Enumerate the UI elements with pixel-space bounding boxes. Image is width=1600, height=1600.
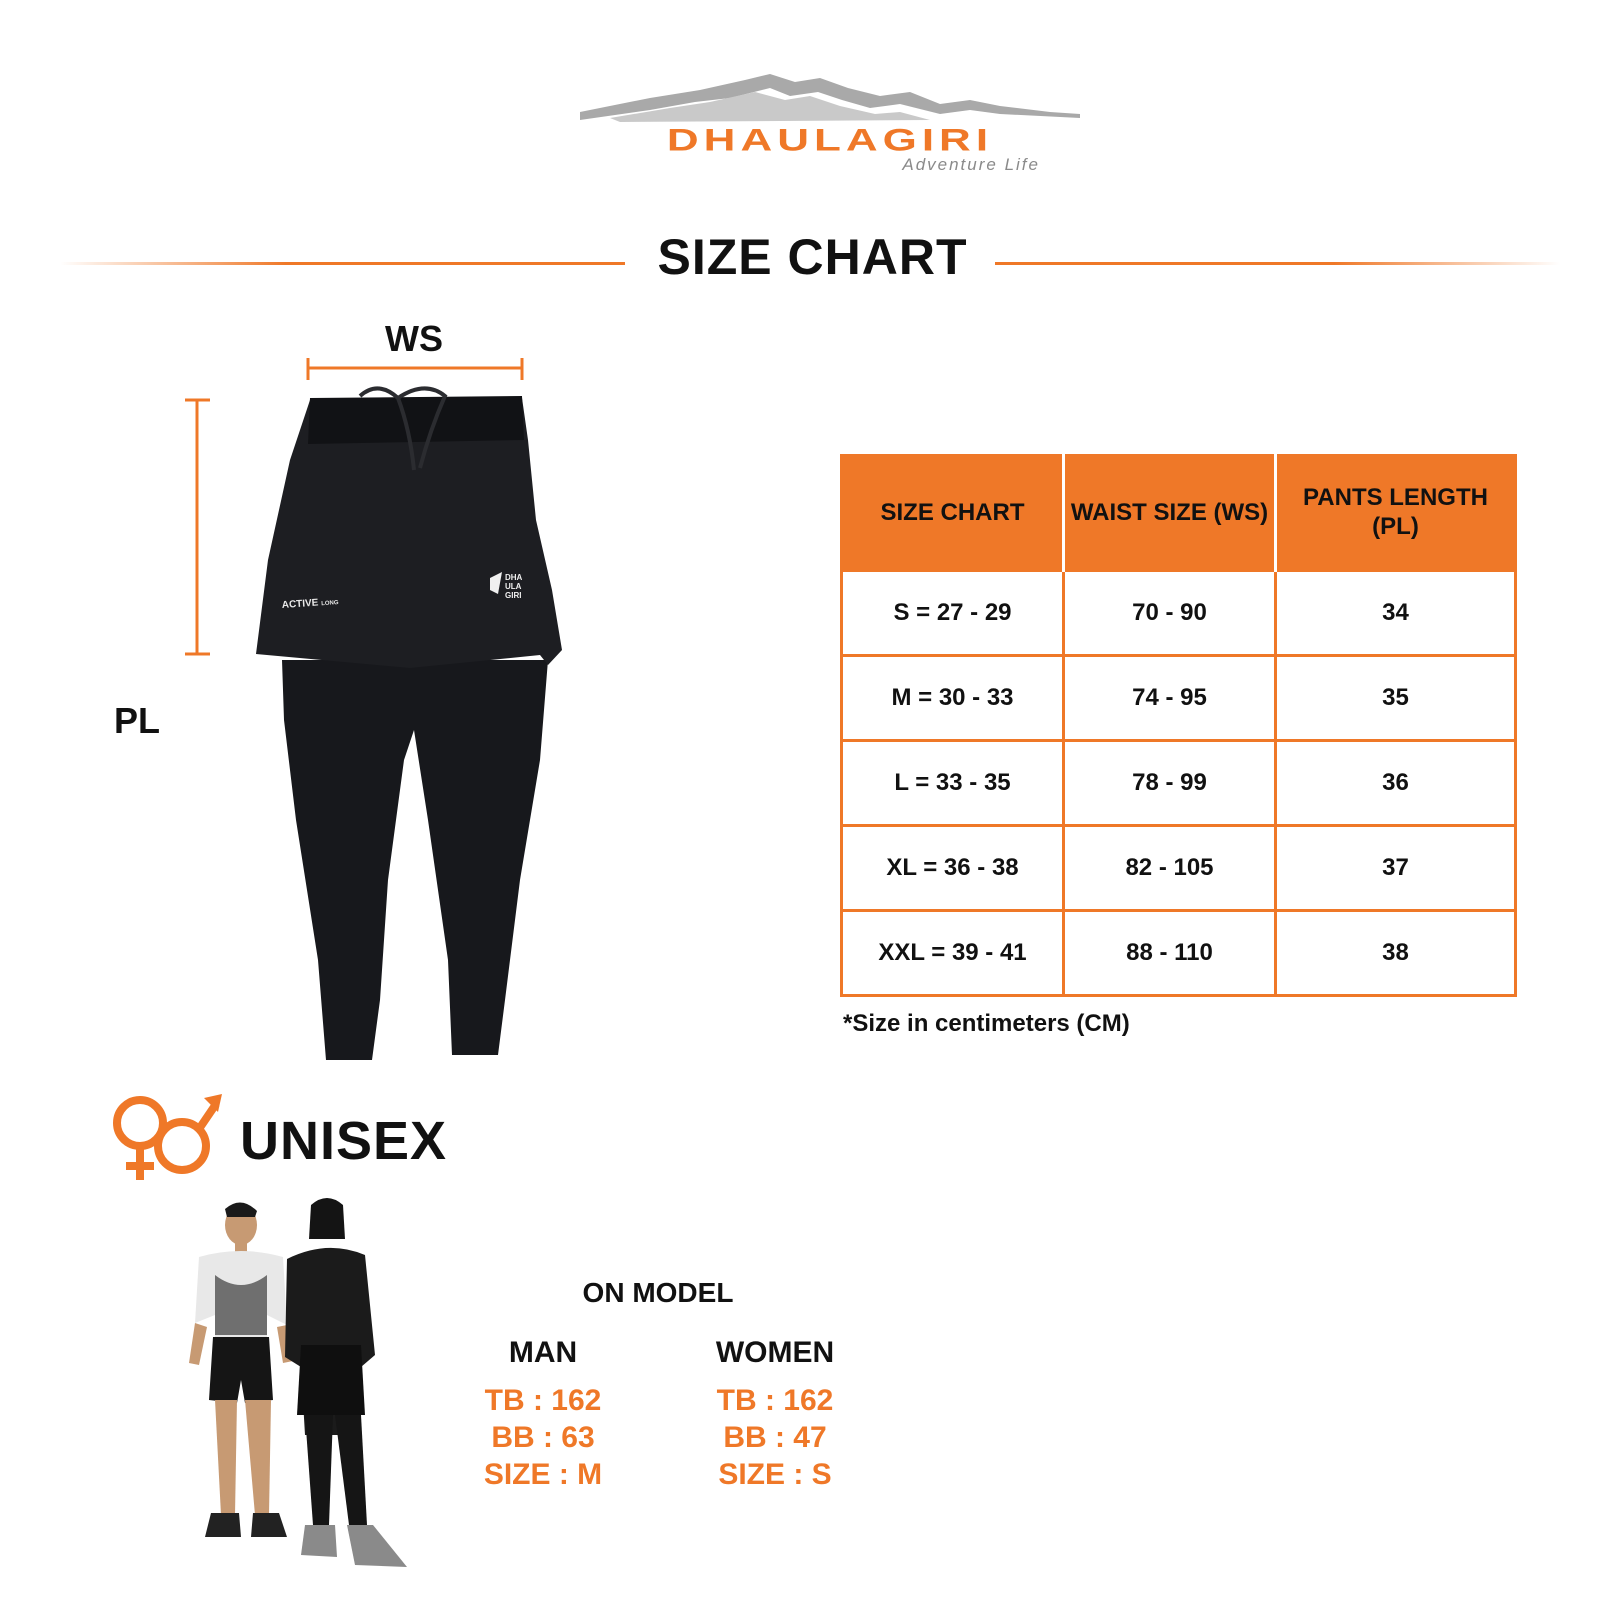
cell-size: S = 27 - 29 — [842, 571, 1064, 656]
man-weight: BB : 63 — [491, 1421, 595, 1454]
cell-length: 35 — [1276, 656, 1516, 741]
women-model-info — [655, 1336, 895, 1493]
women-size: SIZE : S — [718, 1458, 832, 1491]
cell-waist: 88 - 110 — [1064, 911, 1276, 996]
cell-length: 34 — [1276, 571, 1516, 656]
shorts-print-active: ACTIVE — [281, 597, 319, 611]
cell-length: 36 — [1276, 741, 1516, 826]
cell-length: 37 — [1276, 826, 1516, 911]
cell-size: XXL = 39 - 41 — [842, 911, 1064, 996]
man-height: TB : 162 — [484, 1384, 602, 1417]
cell-size: XL = 36 - 38 — [842, 826, 1064, 911]
cell-length: 38 — [1276, 911, 1516, 996]
cell-size: M = 30 - 33 — [842, 656, 1064, 741]
table-row — [842, 656, 1516, 741]
gender-symbols-icon — [104, 1090, 224, 1185]
cell-waist: 70 - 90 — [1064, 571, 1276, 656]
on-model-title: ON MODEL — [582, 1277, 734, 1308]
female-model — [285, 1198, 407, 1567]
women-height: TB : 162 — [716, 1384, 834, 1417]
waist-size-label: WS — [385, 318, 443, 359]
table-header-row — [842, 456, 1516, 571]
women-weight: BB : 47 — [723, 1421, 827, 1454]
women-heading: WOMEN — [715, 1336, 835, 1369]
unisex-label: UNISEX — [240, 1111, 448, 1171]
logo-wordmark: DHAULAGIRI — [666, 122, 994, 159]
table-note: *Size in centimeters (CM) — [843, 1010, 1130, 1037]
cell-waist: 82 - 105 — [1064, 826, 1276, 911]
brand-logo — [580, 70, 1080, 180]
header-size-chart: SIZE CHART — [842, 456, 1064, 571]
print-line-1: DHA — [505, 573, 523, 582]
man-heading: MAN — [508, 1336, 578, 1369]
table-row — [842, 826, 1516, 911]
cell-size: L = 33 - 35 — [842, 741, 1064, 826]
male-model — [189, 1202, 293, 1537]
size-table — [840, 454, 1517, 997]
waist-measure-indicator — [308, 358, 522, 380]
table-row — [842, 741, 1516, 826]
print-line-3: GIRI — [505, 591, 522, 600]
title-divider-left — [60, 262, 625, 265]
title-divider-right — [995, 262, 1560, 265]
leggings — [282, 660, 548, 1060]
cell-waist: 74 - 95 — [1064, 656, 1276, 741]
cell-waist: 78 - 99 — [1064, 741, 1276, 826]
table-row — [842, 571, 1516, 656]
pants-length-label: PL — [114, 700, 161, 741]
man-model-info — [423, 1336, 663, 1493]
header-pants-length: PANTS LENGTH (PL) — [1276, 456, 1516, 571]
page-title: SIZE CHART — [657, 229, 968, 285]
models-photo — [175, 1195, 445, 1590]
shorts-print-long: LONG — [321, 600, 339, 608]
product-image — [150, 355, 590, 1075]
logo-tagline: Adventure Life — [902, 155, 1040, 174]
length-measure-indicator — [185, 400, 210, 654]
table-row — [842, 911, 1516, 996]
man-size: SIZE : M — [483, 1458, 603, 1491]
print-line-2: ULA — [505, 582, 522, 591]
header-waist-size: WAIST SIZE (WS) — [1064, 456, 1276, 571]
